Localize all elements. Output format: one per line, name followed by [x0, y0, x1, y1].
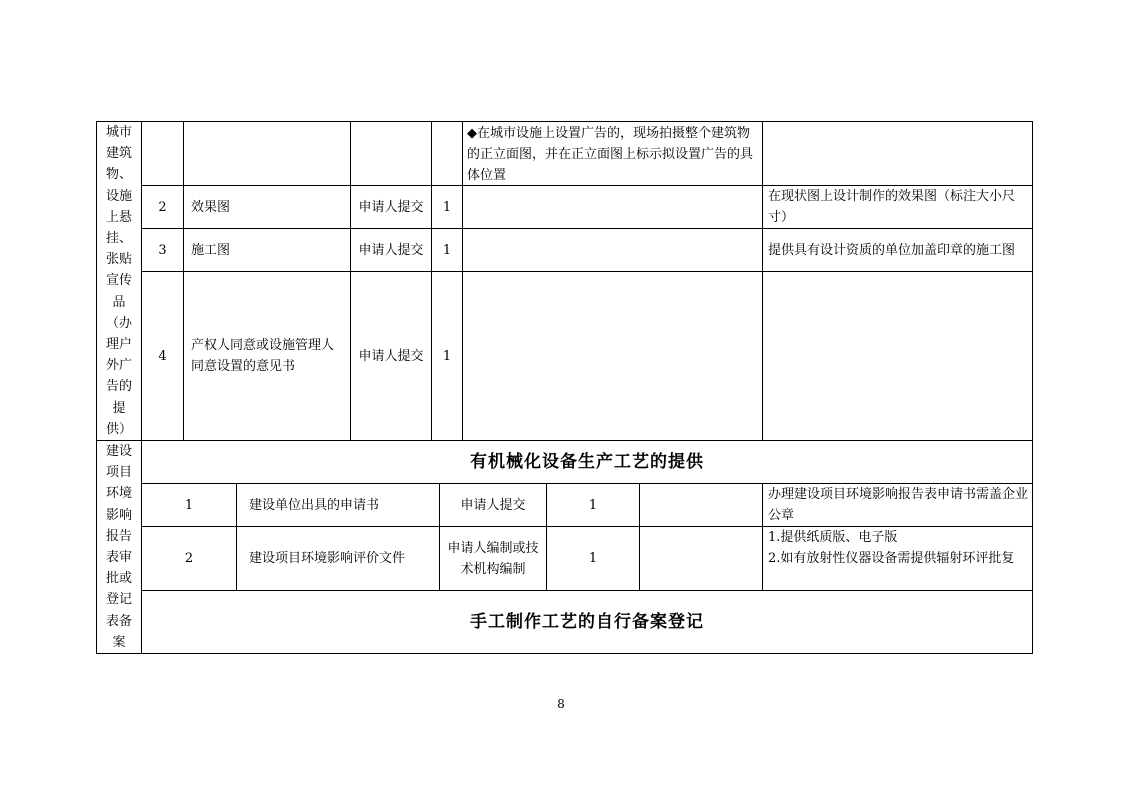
- page-number: 8: [557, 697, 565, 711]
- table-row-source: 申请人提交: [460, 497, 526, 513]
- table-row-no: 4: [158, 348, 167, 364]
- category-outdoor-ads: 城市 建筑 物、 设施 上悬 挂、 张贴 宣传 品 （办 理户 外广 告的 提 供）: [105, 125, 132, 437]
- table-row-source: 申请人编制或技术机构编制: [447, 540, 539, 577]
- table-row-no: 3: [158, 242, 167, 258]
- row-top-note: ◆在城市设施上设置广告的，现场拍摄整个建筑物的正立面图，并在正立面图上标示拟设置广告的具体位置: [467, 126, 754, 183]
- table-row-source: 申请人提交: [358, 242, 424, 258]
- table-row-remark: 办理建设项目环境影响报告表申请书需盖企业公章: [768, 487, 1029, 523]
- table-row-no: 1: [184, 497, 194, 513]
- table-row-copies: 1: [442, 242, 452, 258]
- table-row-source: 申请人提交: [358, 199, 424, 215]
- table-row-remark: 在现状图上设计制作的效果图（标注大小尺寸）: [768, 189, 1016, 225]
- section-heading: 有机械化设备生产工艺的提供: [470, 451, 704, 472]
- table-row-name: 施工图: [191, 242, 231, 258]
- table-row-name: 产权人同意或设施管理人同意设置的意见书: [191, 338, 335, 374]
- section-heading-2: 手工制作工艺的自行备案登记: [470, 611, 704, 632]
- table-row-no: 2: [158, 199, 167, 215]
- table-row-copies: 1: [588, 497, 598, 513]
- table-row-name: 建设项目环境影响评价文件: [249, 551, 406, 566]
- table-row-remark: 提供具有设计资质的单位加盖印章的施工图: [768, 242, 1016, 258]
- table-row-copies: 1: [442, 348, 452, 364]
- category-environment-assessment: 建设 项目 环境 影响 报告 表审 批或 登记 表备 案: [105, 444, 132, 650]
- table-row-name: 建设单位出具的申请书: [249, 497, 380, 513]
- table-row-copies: 1: [442, 199, 452, 215]
- table-row-source: 申请人提交: [358, 348, 424, 364]
- table-row-remark: 1.提供纸质版、电子版 2.如有放射性仪器设备需提供辐射环评批复: [768, 530, 1015, 566]
- table-row-no: 2: [184, 551, 194, 566]
- table-row-remark: [768, 272, 1028, 440]
- table-row-name: 效果图: [191, 199, 231, 215]
- table-row-copies: 1: [588, 551, 598, 566]
